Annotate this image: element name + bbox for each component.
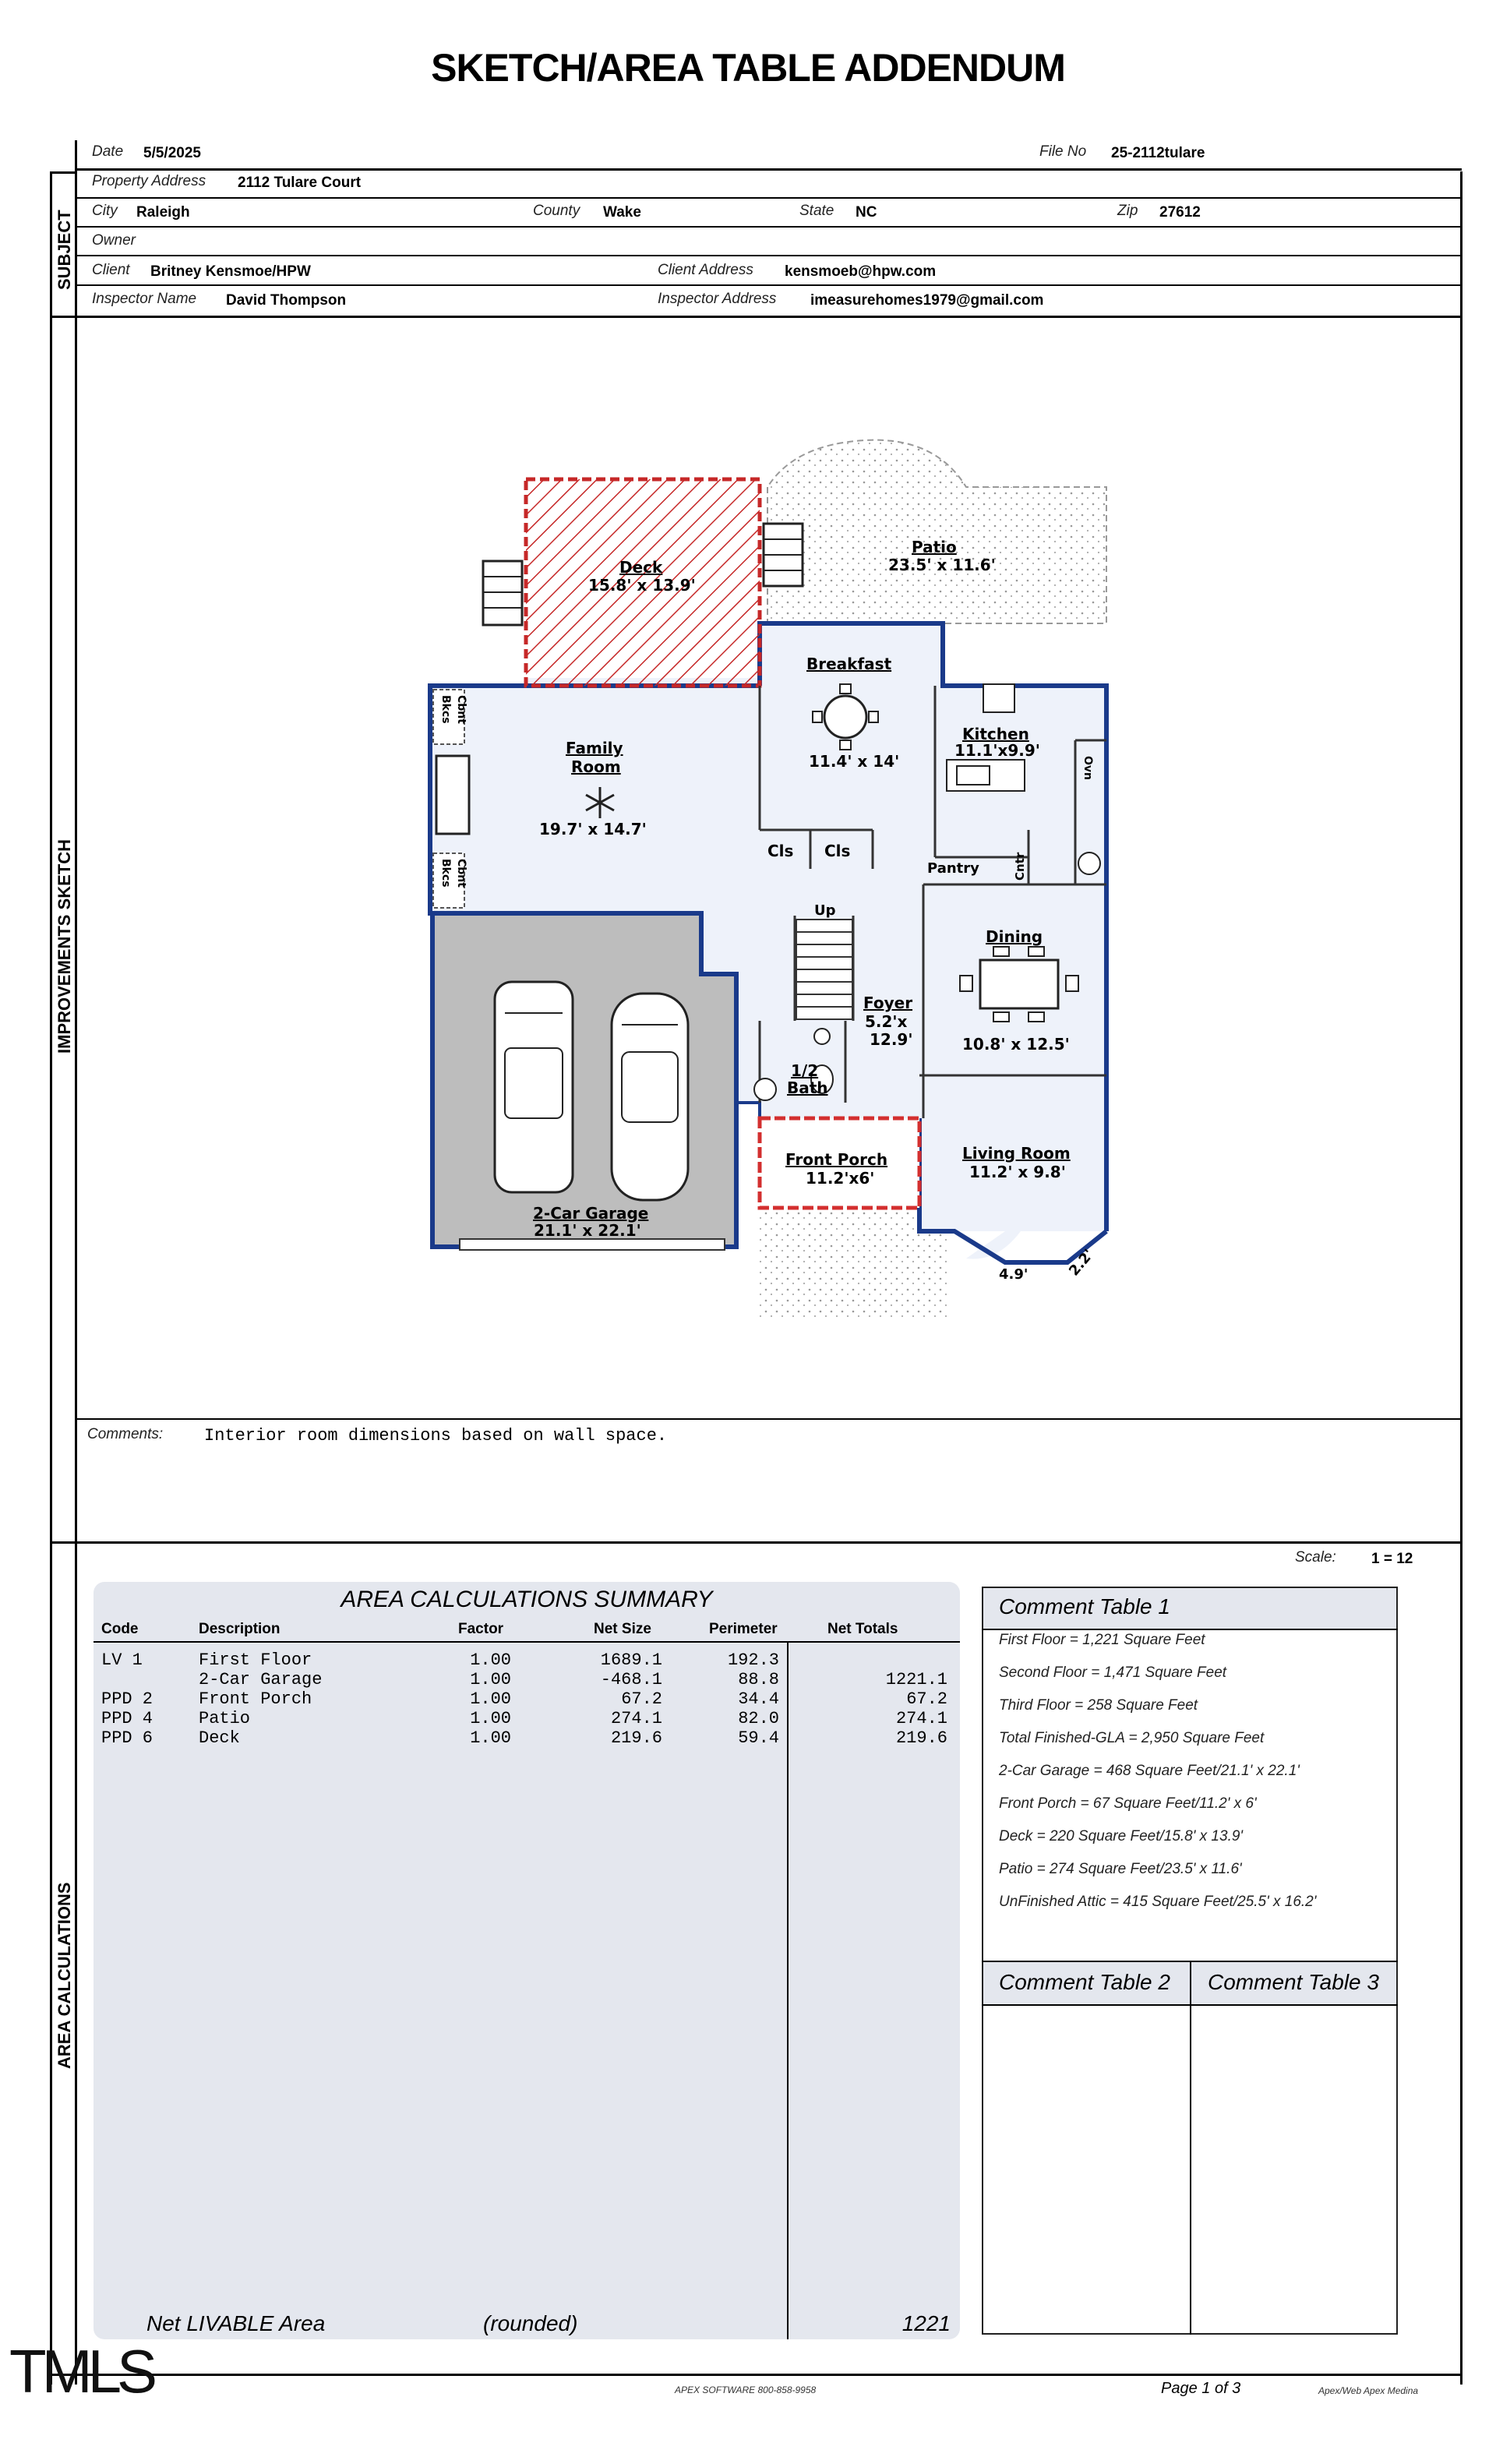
bottom-line: [50, 2374, 1462, 2376]
header-code: Code: [101, 1621, 139, 1637]
row-net-total: 1221.1: [885, 1670, 947, 1689]
patio-dim: 23.5' x 11.6': [888, 556, 996, 574]
client-address-value: kensmoeb@hpw.com: [785, 263, 937, 280]
dining-label: Dining: [986, 927, 1043, 946]
scale-label: Scale:: [1295, 1549, 1336, 1566]
bookcase-label-2: Bkcs: [439, 859, 452, 888]
inspector-name-label: Inspector Name: [92, 291, 197, 307]
client-value: Britney Kensmoe/HPW: [150, 263, 311, 280]
half-bath-label-2: Bath: [787, 1078, 828, 1097]
row-factor: 1.00: [470, 1670, 511, 1689]
file-no-label: File No: [1039, 143, 1087, 160]
cabinet-label-1: Cbnt: [455, 695, 468, 724]
inspector-name-value: David Thompson: [226, 292, 347, 309]
family-room-label-1: Family: [566, 739, 623, 757]
comment-line: Front Porch = 67 Square Feet/11.2' x 6': [999, 1795, 1257, 1812]
row-factor: 1.00: [470, 1728, 511, 1748]
header-perimeter: Perimeter: [709, 1621, 778, 1637]
zip-label: Zip: [1117, 203, 1138, 219]
living-room-dim: 11.2' x 9.8': [969, 1163, 1066, 1181]
date-label: Date: [92, 143, 124, 160]
subject-section-label: SUBJECT: [55, 210, 74, 290]
row-code: PPD 2: [101, 1689, 153, 1709]
comments-line: [75, 1418, 1462, 1420]
comment-line: Total Finished-GLA = 2,950 Square Feet: [999, 1730, 1265, 1746]
garage-label: 2-Car Garage: [533, 1204, 649, 1223]
date-value: 5/5/2025: [143, 145, 201, 161]
row-net-total: 67.2: [906, 1689, 947, 1709]
family-room-label-2: Room: [571, 757, 621, 776]
comments-text: Interior room dimensions based on wall space.: [204, 1426, 668, 1446]
row-net-total: 274.1: [895, 1709, 947, 1728]
row-perimeter: 192.3: [727, 1650, 779, 1670]
bay-dim-2: 2.2': [1066, 1246, 1098, 1280]
comment-line: First Floor = 1,221 Square Feet: [999, 1632, 1205, 1648]
comment-line: Third Floor = 258 Square Feet: [999, 1697, 1198, 1714]
comment-line: Deck = 220 Square Feet/15.8' x 13.9': [999, 1828, 1244, 1844]
city-value: Raleigh: [136, 204, 190, 221]
family-room-dim: 19.7' x 14.7': [539, 820, 647, 838]
comments-label: Comments:: [87, 1426, 164, 1442]
comment-table-2-title: Comment Table 2: [999, 1970, 1170, 1994]
footer-vendor: Apex/Web Apex Medina: [1318, 2385, 1419, 2396]
row-net-size: 67.2: [621, 1689, 662, 1709]
row-perimeter: 34.4: [738, 1689, 779, 1709]
bay-dim-1: 4.9': [999, 1266, 1028, 1283]
area-section-label: AREA CALCULATIONS: [55, 1882, 74, 2069]
deck-label: Deck: [619, 558, 663, 577]
state-value: NC: [856, 204, 877, 221]
row-net-size: 1689.1: [600, 1650, 662, 1670]
row-perimeter: 59.4: [738, 1728, 779, 1748]
header-factor: Factor: [458, 1621, 504, 1637]
summary-column-divider: [787, 1641, 789, 2339]
cabinet-label-2: Cbnt: [455, 859, 468, 888]
row-description: Deck: [199, 1728, 240, 1748]
property-address-value: 2112 Tulare Court: [238, 175, 362, 191]
row-description: 2-Car Garage: [199, 1670, 323, 1689]
row-factor: 1.00: [470, 1650, 511, 1670]
counter-label: Cntr: [1013, 852, 1027, 881]
ct1-header-line: [982, 1629, 1398, 1630]
rounded-label: (rounded): [483, 2311, 578, 2335]
row-net-size: 219.6: [610, 1728, 662, 1748]
dining-dim: 10.8' x 12.5': [962, 1035, 1070, 1054]
footer-software: APEX SOFTWARE 800-858-9958: [675, 2385, 817, 2395]
row-code: PPD 4: [101, 1709, 153, 1728]
inspector-address-value: imeasurehomes1979@gmail.com: [810, 292, 1044, 309]
property-address-label: Property Address: [92, 173, 206, 189]
client-label: Client: [92, 262, 130, 278]
foyer-dim-1: 5.2'x: [865, 1012, 908, 1031]
header-net-totals: Net Totals: [827, 1621, 898, 1637]
breakfast-dim: 11.4' x 14': [809, 752, 900, 771]
front-porch-dim: 11.2'x6': [806, 1169, 875, 1188]
row-description: Front Porch: [199, 1689, 312, 1709]
sketch-section-label: IMPROVEMENTS SKETCH: [55, 838, 74, 1054]
page-title: SKETCH/AREA TABLE ADDENDUM: [431, 46, 1065, 90]
bookcase-label-1: Bkcs: [439, 695, 452, 724]
row-net-size: 274.1: [610, 1709, 662, 1728]
file-no-value: 25-2112tulare: [1111, 145, 1205, 161]
zip-value: 27612: [1159, 204, 1201, 221]
breakfast-label: Breakfast: [806, 655, 892, 673]
deck-dim: 15.8' x 13.9': [588, 576, 696, 595]
tmls-logo: TMLS: [9, 2337, 153, 2406]
closet-label-2: Cls: [824, 842, 851, 860]
stairs-up-label: Up: [814, 902, 836, 919]
row-net-total: 219.6: [895, 1728, 947, 1748]
foyer-dim-2: 12.9': [870, 1030, 913, 1049]
header-description: Description: [199, 1621, 280, 1637]
row-perimeter: 88.8: [738, 1670, 779, 1689]
row-perimeter: 82.0: [738, 1709, 779, 1728]
state-label: State: [799, 203, 834, 219]
row-description: First Floor: [199, 1650, 312, 1670]
header-net-size: Net Size: [594, 1621, 651, 1637]
footer-page: Page 1 of 3: [1161, 2380, 1241, 2397]
row-code: LV 1: [101, 1650, 143, 1670]
client-address-label: Client Address: [658, 262, 753, 278]
living-room-label: Living Room: [962, 1144, 1071, 1163]
row-net-size: -468.1: [600, 1670, 662, 1689]
comment-line: Second Floor = 1,471 Square Feet: [999, 1664, 1227, 1681]
ct23-divider: [1190, 1961, 1191, 2335]
owner-label: Owner: [92, 232, 136, 249]
county-label: County: [533, 203, 580, 219]
pantry-label: Pantry: [927, 860, 979, 877]
row-description: Patio: [199, 1709, 251, 1728]
inspector-address-label: Inspector Address: [658, 291, 777, 307]
area-top-line: [50, 1541, 1462, 1544]
city-label: City: [92, 203, 118, 219]
patio-label: Patio: [912, 538, 957, 556]
comment-table-3-title: Comment Table 3: [1208, 1970, 1379, 1994]
comment-line: UnFinished Attic = 415 Square Feet/25.5' x 16.2': [999, 1894, 1317, 1910]
oven-label: Ovn: [1081, 756, 1094, 780]
comment-line: Patio = 274 Square Feet/23.5' x 11.6': [999, 1861, 1242, 1877]
comment-line: 2-Car Garage = 468 Square Feet/21.1' x 22.1': [999, 1763, 1300, 1779]
row-factor: 1.00: [470, 1709, 511, 1728]
net-livable-value: 1221: [901, 2311, 951, 2335]
comment-table-1-title: Comment Table 1: [999, 1594, 1170, 1619]
row-factor: 1.00: [470, 1689, 511, 1709]
closet-label-1: Cls: [767, 842, 794, 860]
scale-value: 1 = 12: [1371, 1551, 1413, 1567]
half-bath-label-1: 1/2: [791, 1061, 819, 1080]
summary-header-line: [94, 1641, 960, 1643]
row-code: PPD 6: [101, 1728, 153, 1748]
kitchen-label: Kitchen: [962, 725, 1029, 743]
front-porch-label: Front Porch: [785, 1150, 888, 1169]
kitchen-dim: 11.1'x9.9': [954, 741, 1040, 760]
county-value: Wake: [603, 204, 641, 221]
garage-dim: 21.1' x 22.1': [534, 1221, 641, 1240]
net-livable-label: Net LIVABLE Area: [146, 2311, 326, 2335]
area-summary-title: AREA CALCULATIONS SUMMARY: [340, 1587, 713, 1612]
foyer-label: Foyer: [863, 994, 913, 1012]
